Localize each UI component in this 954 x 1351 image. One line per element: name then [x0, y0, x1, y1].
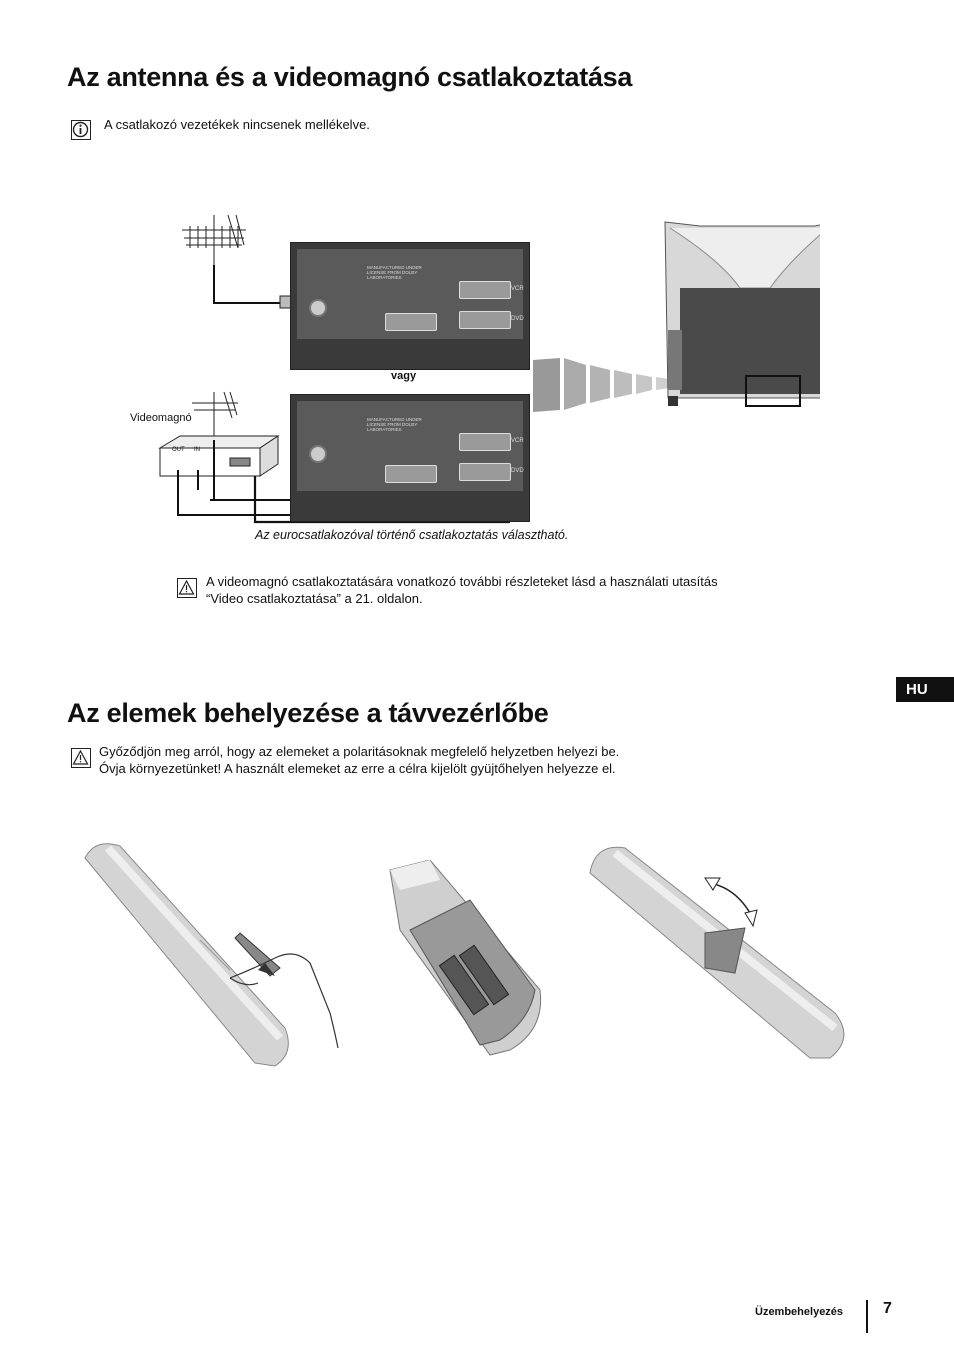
- socket-label-dvd: DVD: [511, 316, 524, 322]
- info-note: A csatlakozó vezetékek nincsenek mellékelve.: [104, 117, 370, 132]
- warning-note-batteries-line2: Óvja környezetünket! A használt elemeket az erre a célra kijelölt gyüjtőhelyen helyezze el.: [99, 761, 616, 776]
- section-title-connection: Az antenna és a videomagnó csatlakoztatása: [67, 62, 633, 92]
- antenna-cable: [214, 265, 285, 303]
- remote-battery-insert-illustration: [370, 860, 550, 1060]
- diagram-caption: Az eurocsatlakozóval történő csatlakoztatás választható.: [255, 528, 569, 542]
- warning-note-vcr-line2: “Video csatlakoztatása” a 21. oldalon.: [206, 591, 423, 606]
- socket-label-vcr: VCR: [511, 286, 524, 292]
- socket-label-vcr-2: VCR: [511, 438, 524, 444]
- antenna-icon: [182, 215, 246, 265]
- vcr-label: Videomagnó: [130, 412, 192, 424]
- remote-close-step-illustration: [585, 838, 860, 1063]
- or-label: vagy: [391, 370, 417, 382]
- language-tab: HU: [896, 677, 954, 702]
- antenna-icon-2: [192, 392, 238, 440]
- remote-open-step-illustration: [80, 838, 350, 1070]
- connection-diagram: [120, 200, 820, 530]
- footer-divider: [866, 1300, 868, 1333]
- warning-note-vcr-line1: A videomagnó csatlakoztatására vonatkozó további részleteket lásd a használati utasítás: [206, 574, 718, 589]
- warning-note-batteries-line1: Győződjön meg arról, hogy az elemeket a polaritásoknak megfelelő helyzetben helyezi be.: [99, 744, 620, 759]
- vcr-in-label: IN: [194, 447, 200, 453]
- vcr-out-label: OUT: [172, 447, 185, 453]
- page-number: 7: [883, 1300, 892, 1317]
- footer-section-name: Üzembehelyezés: [755, 1306, 844, 1318]
- tv-socket-panel-bottom: MANUFACTURED UNDER LICENSE FROM DOLBY LABORATORIES VCR DVD: [290, 394, 530, 522]
- section-title-batteries: Az elemek behelyezése a távvezérlőbe: [67, 698, 549, 728]
- tv-socket-panel-top: MANUFACTURED UNDER LICENSE FROM DOLBY LABORATORIES VCR DVD: [290, 242, 530, 370]
- info-icon: [71, 120, 91, 140]
- tv-rear-illustration: [665, 222, 820, 406]
- socket-label-dvd-2: DVD: [511, 468, 524, 474]
- zoom-indicator: [533, 358, 669, 412]
- warning-icon: [177, 578, 197, 598]
- warning-note-vcr: [206, 573, 718, 607]
- warning-note-batteries: [99, 743, 619, 777]
- warning-icon-2: [71, 748, 91, 768]
